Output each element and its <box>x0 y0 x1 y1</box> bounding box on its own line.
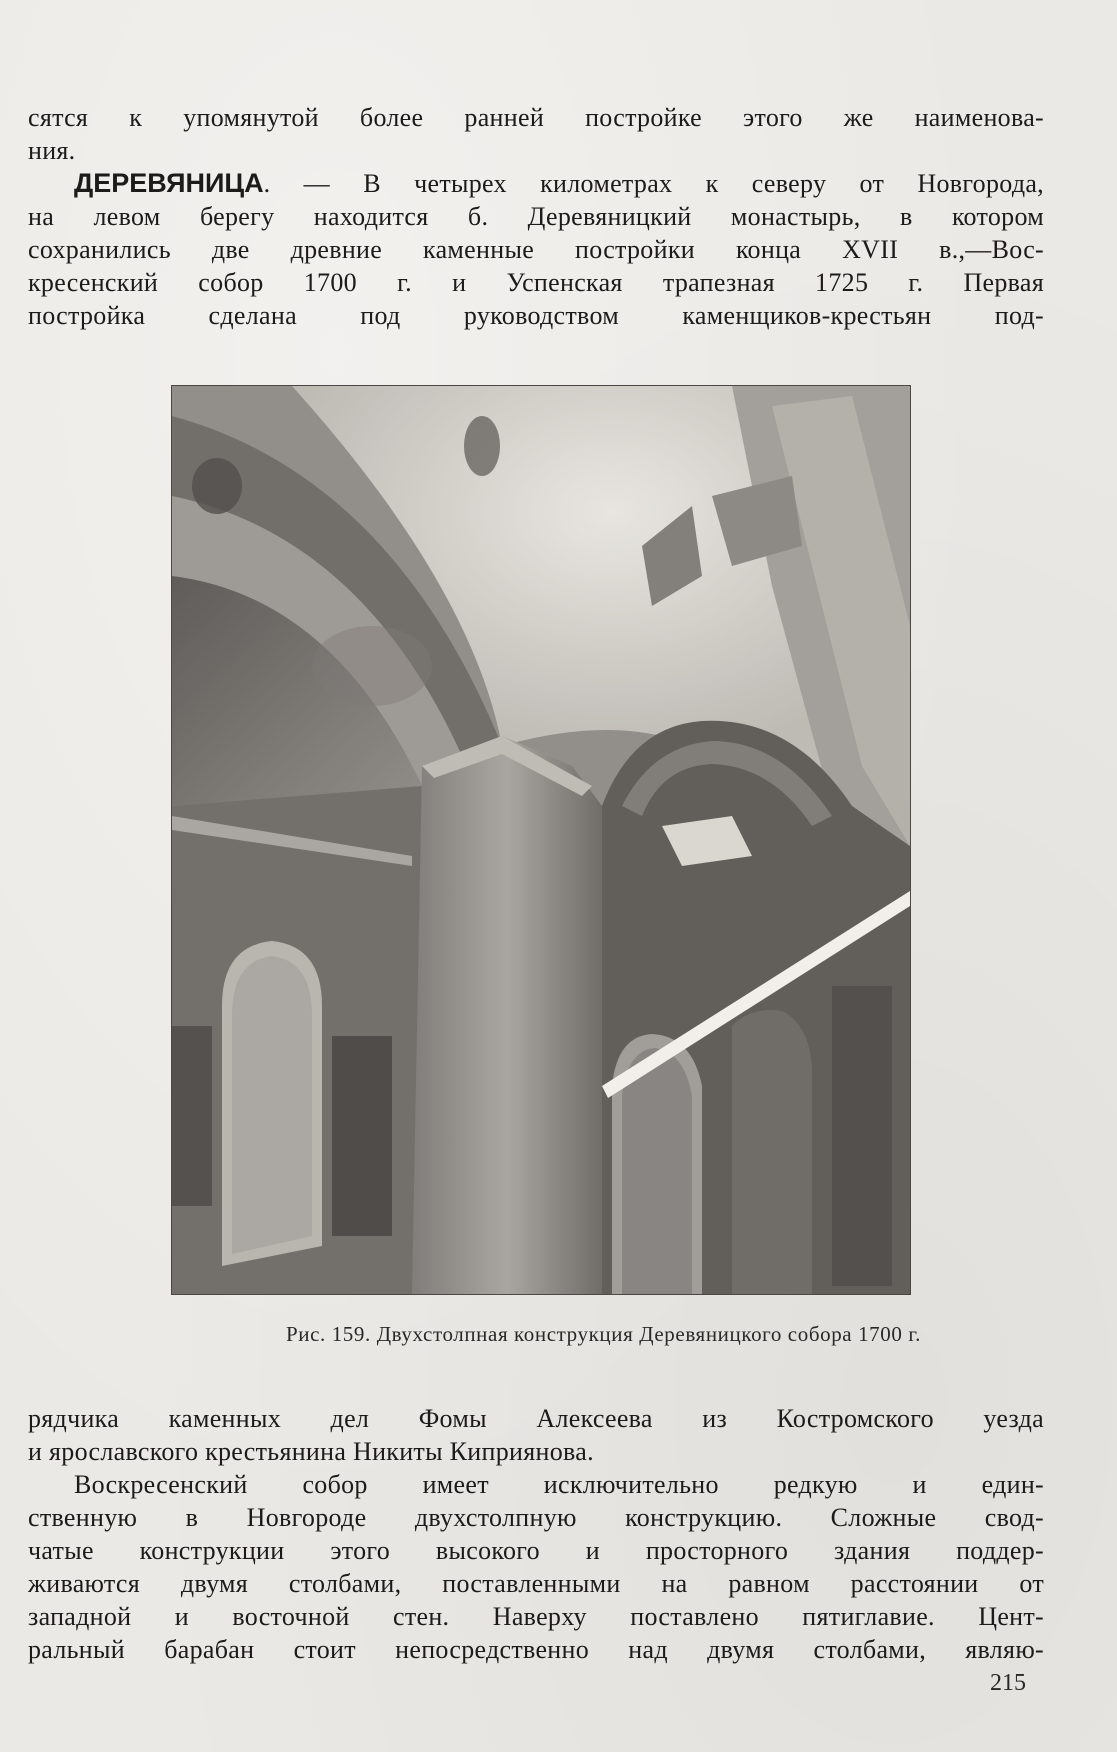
text-line: западной и восточной стен. Наверху поставлено пятиглавие. Цент- <box>28 1602 1044 1631</box>
section-heading: ДЕРЕВЯНИЦА <box>74 168 264 198</box>
text-line: сятся к упомянутой более ранней постройке этого же наименова- <box>28 103 1044 132</box>
top-paragraphs <box>28 101 1044 332</box>
figure-caption: Рис. 159. Двухстолпная конструкция Деревяницкого собора 1700 г. <box>285 1322 922 1346</box>
text-line: ственную в Новгороде двухстолпную конструкцию. Сложные свод- <box>28 1503 1044 1532</box>
text-line: рядчика каменных дел Фомы Алексеева из Костромского уезда <box>28 1404 1044 1433</box>
text-line: и ярославского крестьянина Никиты Киприянова. <box>28 1437 594 1466</box>
text-line: сохранились две древние каменные постройки конца XVII в.,—Вос- <box>28 235 1044 264</box>
text-line: Воскресенский собор имеет исключительно редкую и един- <box>74 1470 1044 1499</box>
text-line: чатые конструкции этого высокого и просторного здания поддер- <box>28 1536 1044 1565</box>
heading-line <box>28 167 1044 200</box>
text-line: кресенский собор 1700 г. и Успенская трапезная 1725 г. Первая <box>28 268 1044 297</box>
page-number: 215 <box>990 1670 1026 1696</box>
bottom-paragraphs <box>28 1402 1044 1666</box>
text-line: ния. <box>28 136 76 165</box>
cathedral-interior-photo <box>172 386 910 1294</box>
text-fragment: . — В четырех километрах к северу от Новгорода, <box>263 169 1044 198</box>
photo-illustration <box>172 386 910 1294</box>
text-line: живаются двумя столбами, поставленными на равном расстоянии от <box>28 1569 1044 1598</box>
text-line: постройка сделана под руководством каменщиков-крестьян под- <box>28 301 1044 330</box>
text-line: на левом берегу находится б. Деревяницкий монастырь, в котором <box>28 202 1044 231</box>
text-line: ральный барабан стоит непосредственно над двумя столбами, являю- <box>28 1635 1044 1664</box>
